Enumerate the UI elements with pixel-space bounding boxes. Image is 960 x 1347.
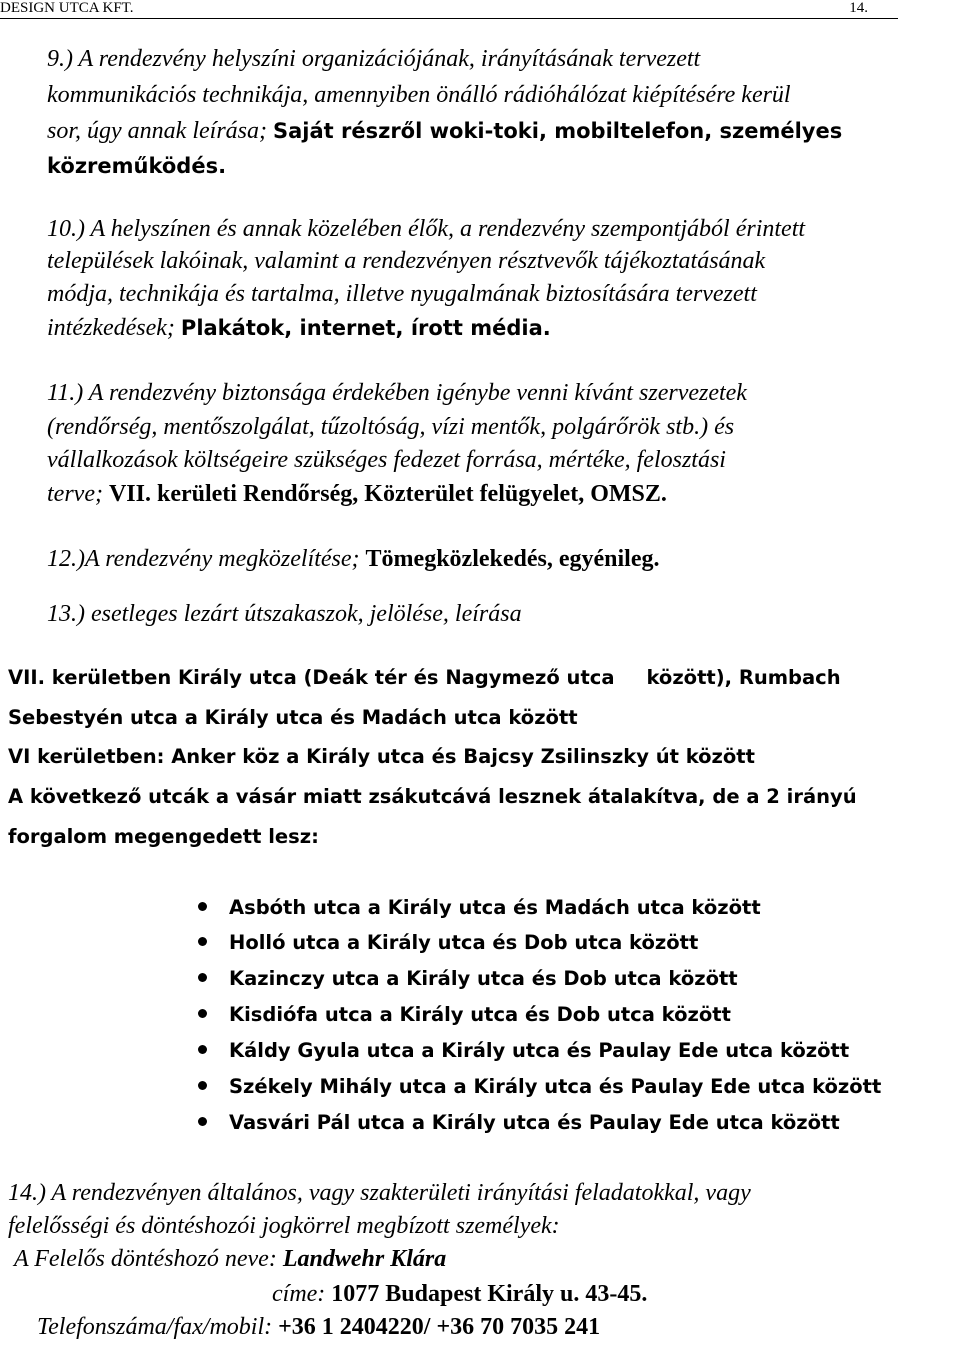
item-14-address-row xyxy=(272,1281,647,1308)
street-label: Holló utca a Király utca és Dob utca között xyxy=(229,931,699,954)
list-item xyxy=(198,967,738,990)
item-10-answer: Plakátok, internet, írott média. xyxy=(180,316,551,340)
item-10-line-2: települések lakóinak, valamint a rendezvényen résztvevők tájékoztatásának xyxy=(47,248,766,274)
closures-line-5: forgalom megengedett lesz: xyxy=(8,825,319,848)
street-label: Káldy Gyula utca a Király utca és Paulay Ede utca között xyxy=(229,1039,850,1062)
item-14-name-row xyxy=(14,1246,446,1273)
closures-line-2: Sebestyén utca a Király utca és Madách utca között xyxy=(8,706,578,729)
item-10-line-3: módja, technikája és tartalma, illetve nyugalmának biztosítására tervezett xyxy=(47,281,757,307)
item-9-answer-a: Saját részről woki-toki, mobiltelefon, személyes xyxy=(272,119,843,143)
item-14-phone-row xyxy=(37,1314,600,1341)
bullet-icon xyxy=(198,1045,207,1054)
bullet-icon xyxy=(198,1081,207,1090)
list-item xyxy=(198,1039,849,1062)
bullet-icon xyxy=(198,1009,207,1018)
bullet-icon xyxy=(198,937,207,946)
bullet-icon xyxy=(198,902,207,911)
item-12-answer: Tömegközlekedés, egyénileg. xyxy=(365,546,660,572)
list-item xyxy=(198,1003,731,1026)
address-label: címe: xyxy=(272,1281,326,1307)
item-9-line-3-text: sor, úgy annak leírása; xyxy=(47,118,267,144)
page-number: 14. xyxy=(849,0,868,16)
street-label: Asbóth utca a Király utca és Madách utca között xyxy=(229,896,761,919)
name-label: A Felelős döntéshozó neve: xyxy=(14,1246,277,1272)
phone-value: +36 1 2404220/ +36 70 7035 241 xyxy=(278,1314,601,1340)
closures-line-1b: között), Rumbach xyxy=(646,666,841,689)
item-11-answer: VII. kerületi Rendőrség, Közterület felügyelet, OMSZ. xyxy=(108,481,667,507)
item-10-line-4-text: intézkedések; xyxy=(47,315,175,341)
item-11-line-2: (rendőrség, mentőszolgálat, tűzoltóság, vízi mentők, polgárőrök stb.) és xyxy=(47,414,735,440)
item-14-line-2: felelősségi és döntéshozói jogkörrel megbízott személyek: xyxy=(8,1213,560,1239)
company-name: DESIGN UTCA KFT. xyxy=(0,0,134,16)
item-10-line-4 xyxy=(47,315,551,342)
address-value: 1077 Budapest Király u. 43-45. xyxy=(331,1281,648,1307)
list-item xyxy=(198,1075,881,1098)
item-9-answer-b: közreműködés. xyxy=(47,154,227,178)
item-11-line-4-text: terve; xyxy=(47,481,103,507)
item-14-line-1: 14.) A rendezvényen általános, vagy szakterületi irányítási feladatokkal, vagy xyxy=(8,1180,751,1206)
closures-line-1 xyxy=(8,666,841,689)
list-item xyxy=(198,1111,840,1134)
item-11-line-1: 11.) A rendezvény biztonsága érdekében igénybe venni kívánt szervezetek xyxy=(47,380,747,406)
item-12 xyxy=(47,546,660,573)
closures-line-1a: VII. kerületben Király utca (Deák tér és Nagymező utca xyxy=(8,666,615,689)
item-10-line-1: 10.) A helyszínen és annak közelében élők, a rendezvény szempontjából érintett xyxy=(47,216,806,242)
item-11-line-4 xyxy=(47,481,667,508)
closures-line-4: A következő utcák a vásár miatt zsákutcává lesznek átalakítva, de a 2 irányú xyxy=(8,785,857,808)
responsible-name: Landwehr Klára xyxy=(282,1246,447,1272)
street-label: Vasvári Pál utca a Király utca és Paulay Ede utca között xyxy=(229,1111,840,1134)
street-label: Kazinczy utca a Király utca és Dob utca között xyxy=(229,967,738,990)
list-item xyxy=(198,931,698,954)
street-label: Kisdiófa utca a Király utca és Dob utca között xyxy=(229,1003,731,1026)
item-12-label: 12.)A rendezvény megközelítése; xyxy=(47,546,360,572)
list-item xyxy=(198,896,761,919)
street-label: Székely Mihály utca a Király utca és Paulay Ede utca között xyxy=(229,1075,882,1098)
item-9-line-3 xyxy=(47,118,842,145)
item-9-line-2: kommunikációs technikája, amennyiben önálló rádióhálózat kiépítésére kerül xyxy=(47,82,791,108)
item-11-line-3: vállalkozások költségeire szükséges fedezet forrása, mértéke, felosztási xyxy=(47,447,726,473)
bullet-icon xyxy=(198,1117,207,1126)
bullet-icon xyxy=(198,973,207,982)
page-header xyxy=(0,0,898,19)
closures-line-3: VI kerületben: Anker köz a Király utca és Bajcsy Zsilinszky út között xyxy=(8,745,755,768)
phone-label: Telefonszáma/fax/mobil: xyxy=(37,1314,273,1340)
item-13: 13.) esetleges lezárt útszakaszok, jelölése, leírása xyxy=(47,601,522,627)
item-9-line-1: 9.) A rendezvény helyszíni organizációjának, irányításának tervezett xyxy=(47,46,701,72)
